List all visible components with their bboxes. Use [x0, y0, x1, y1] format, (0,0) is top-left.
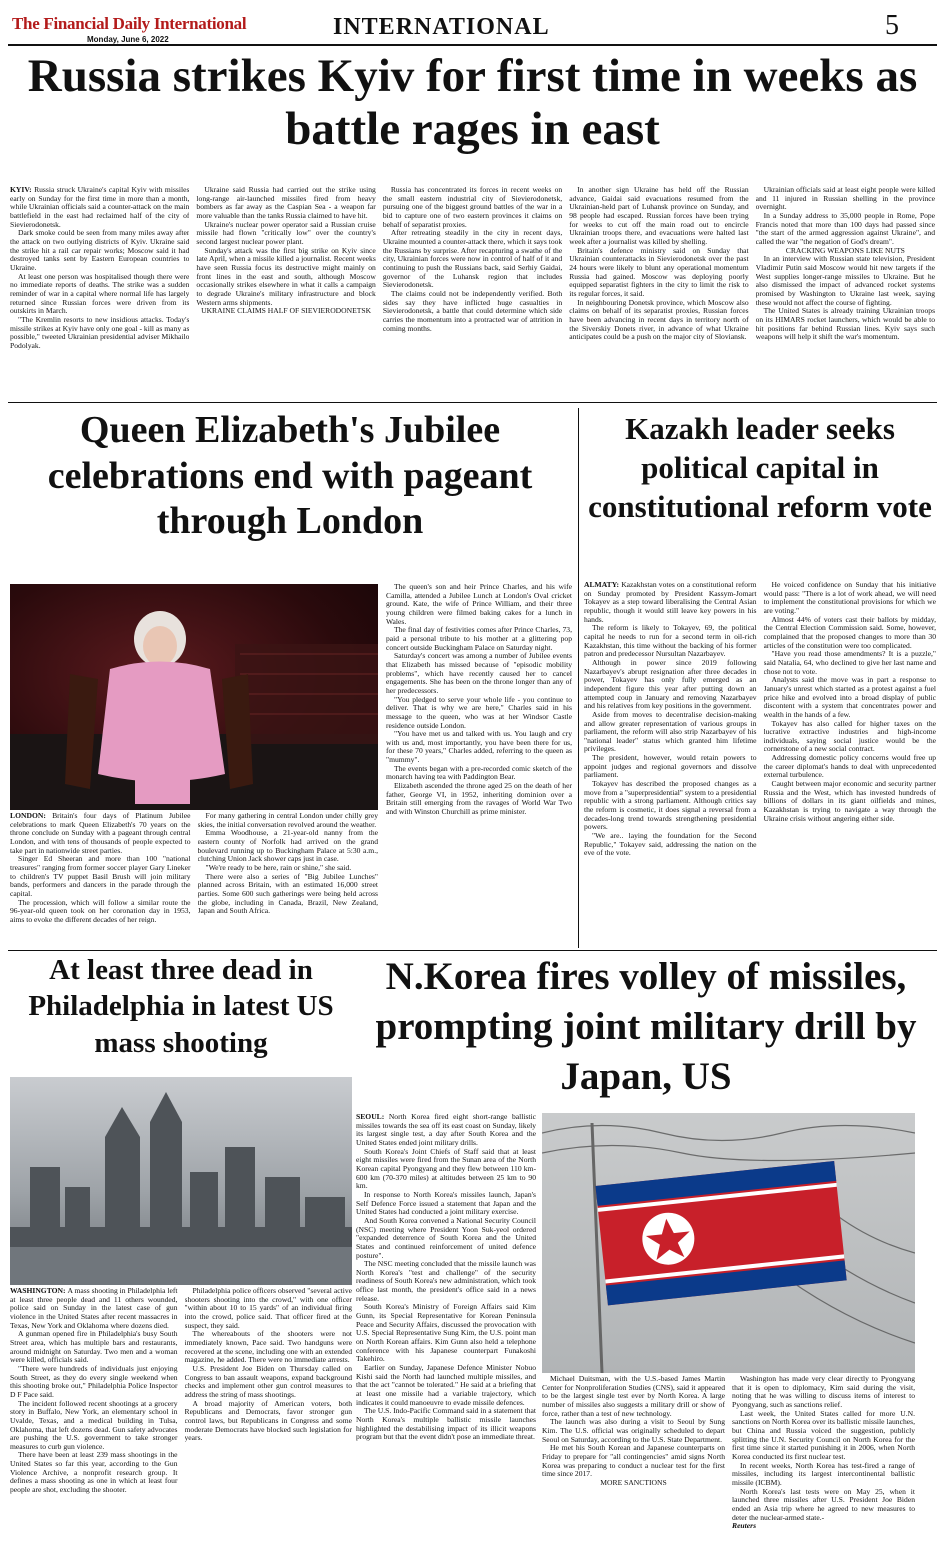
paragraph-text: Last week, the United States called for more U.N. sanctions on North Korea over its ballistic missile launches, but China and Russia voiced the suggestion, publicly splitting the U.N. Security Council on North Korea for the first time since it started punishing it in 2006, when North Korea conducted its first nuclear test. — [732, 1408, 915, 1461]
text-column — [383, 186, 562, 399]
paragraph-text: Britain's defence ministry said on Sunday that Ukrainian counterattacks in Sievierodonetsk over the past 24 hours were likely to blunt any operational momentum Russia had gained. Moscow was deploying poorly equipped separatist fighters in the city to limit the risk to its regular forces, it said. — [569, 245, 749, 298]
paragraph-text: South Korea's Ministry of Foreign Affairs said Kim Gunn, its Special Representative for Korean Peninsula Peace and Security Affairs, discussed the provocation with U.S. Special Representative Sung Kim, the U.S. point man on North Korean affairs. Kim Gunn also held a telephone conference with his Japanese counterpart Funakoshi Takehiro. — [356, 1302, 536, 1364]
paragraph-text: The events began with a pre-recorded comic sketch of the monarch having tea with Paddington Bear. — [386, 763, 572, 782]
paragraph-text: South Korea's Joint Chiefs of Staff said that at least eight missiles were fired from the Sunan area of the North Korean capital Pyongyang and they flew between 110 km-600 km (70-370 miles) at altitudes between 25 km to 90 km. — [356, 1146, 536, 1191]
queen-headline: Queen Elizabeth's Jubilee celebrations end with pageant through London — [47, 409, 533, 543]
text-column — [764, 581, 937, 948]
paragraph-text: Ukraine said Russia had carried out the strike using long-range air-launched missiles fired from heavy bombers as far away as the Caspian Sea - a weapon far more valuable than the tanks Russia claimed to have hit. — [196, 186, 376, 220]
article-paragraph — [10, 855, 191, 898]
paragraph-text: Michael Duitsman, with the U.S.-based James Martin Center for Nonproliferation Studies (CNS), said it appeared to be the largest single test ever by North Korea. A large number of missiles also suggests a military drill or show of force, rather than a test of new technology. — [542, 1375, 725, 1418]
article-paragraph — [386, 583, 572, 626]
section-title: INTERNATIONAL — [333, 14, 550, 40]
paragraph-text: Although in power since 2019 following Nazarbayev's abrupt resignation after three decades in power, Tokayev has only fully emerged as an independent figure this year after putting down an attempted coup in January and removing Nazarbayev and his relatives from key positions in the government. — [584, 657, 757, 711]
philly-photo — [10, 1077, 352, 1285]
text-column — [756, 186, 935, 399]
paragraph-text: Emma Woodhouse, a 21-year-old nanny from the eastern county of Norfolk had arrived on the grand boulevard running up to Buckingham Palace at 5:30 a.m., clutching Union Jack shower caps just in case. — [197, 828, 378, 864]
article-paragraph — [542, 1444, 725, 1479]
article-paragraph — [356, 1364, 536, 1407]
article-paragraph — [386, 696, 572, 731]
dateline: KYIV: — [10, 186, 35, 194]
article-paragraph — [764, 650, 937, 676]
paragraph-text: The incident followed recent shootings at a grocery story in Buffalo, New York, an elementary school in Uvalde, Texas, and a medical building in Tulsa, Oklahoma, that left dozens dead. Gun safety advocates are pushing the U.S. government to take stronger measures to curb gun violence. — [10, 1398, 178, 1451]
masthead-date: Monday, June 6, 2022 — [87, 35, 169, 44]
article-paragraph — [196, 186, 375, 221]
paragraph-text: He met his South Korean and Japanese counterparts on Friday to prepare for "all contingencies" amid signs North Korea was preparing to conduct a nuclear test for the first time since 2017. — [542, 1443, 725, 1479]
paragraph-text: CRACKING WEAPONS LIKE NUTS — [785, 245, 905, 255]
article-paragraph — [10, 186, 189, 229]
paragraph-text: Dark smoke could be seen from many miles away after the attack on two outlying districts of Kyiv. Ukraine said the strike hit a rail car repair works; Moscow said it had destroyed tanks sent by Eastern European countries to Ukraine. — [10, 228, 190, 272]
article-paragraph — [569, 247, 748, 299]
text-column — [10, 186, 189, 399]
queen-photo — [10, 584, 378, 810]
article-paragraph — [764, 676, 937, 719]
paragraph-text: Almost 44% of voters cast their ballots by midday, the Central Election Commission said. Some, however, complained that the proposed changes to more than 30 articles of the constitution were too complicated. — [763, 614, 936, 650]
article-paragraph — [542, 1375, 725, 1418]
page-number: 5 — [885, 10, 899, 41]
article-paragraph — [732, 1462, 915, 1488]
text-column — [356, 1113, 536, 1553]
article-paragraph — [198, 829, 379, 864]
column-divider — [578, 408, 579, 948]
text-column — [542, 1375, 725, 1553]
text-column — [196, 186, 375, 399]
paragraph-text: The launch was also during a visit to Seoul by Sung Kim. The U.S. official was originally scheduled to depart Seoul on Saturday, according to the U.S. State Department. — [542, 1417, 725, 1444]
article-paragraph — [356, 1260, 536, 1303]
korea-article-right — [542, 1375, 915, 1553]
article-paragraph — [198, 812, 379, 829]
paragraph-text: Kazakhstan votes on a constitutional reform on Sunday promoted by President Kassym-Jomart Tokayev as a step toward liberalising the Central Asian republic, though it would still leave key powers in his hands. — [584, 581, 757, 624]
article-paragraph — [386, 730, 572, 765]
article-paragraph — [196, 247, 375, 308]
text-column — [584, 581, 757, 948]
article-paragraph — [764, 616, 937, 651]
article-paragraph — [356, 1303, 536, 1364]
paragraph-text: Analysts said the move was in part a response to January's unrest which started as a protest against a fuel price hike and evolved into a broad display of public discontent with a system that concentrates power and wealth in the hands of a few. — [763, 675, 936, 719]
paragraph-text: A mass shooting in Philadelphia left at least three people dead and 11 others wounded, police said on Sunday in the latest case of gun violence in the United States after recent massacres in Texas, New York and Oklahoma where dozens died. — [10, 1287, 178, 1330]
text-column — [386, 583, 572, 948]
article-paragraph — [764, 780, 937, 823]
paragraph-text: A gunman opened fire in Philadelphia's busy South Street area, which has multiple bars and restaurants, around midnight on Saturday. Two men and a woman were killed, officials said. — [10, 1329, 178, 1365]
paragraph-text: The NSC meeting concluded that the missile launch was North Korea's "test and challenge" of the security readiness of South Korea's new administration, which took office last month, the president's office said in a news release. — [356, 1259, 536, 1303]
paragraph-text: "You have met us and talked with us. You laugh and cry with us and, most importantly, you have been there for us, for these 70 years," Charles added, referring to the queen as "mummy". — [386, 729, 572, 765]
dateline: ALMATY: — [584, 581, 622, 589]
wire-credit: Reuters — [732, 1521, 757, 1531]
article-paragraph — [386, 782, 572, 817]
dateline: SEOUL: — [356, 1113, 389, 1121]
paragraph-text: Tokayev has described the proposed changes as a move from a "superpresidential" system to a presidential republic with a strong parliament. Although critics say the reform is cosmetic, it does signal a reversal from a decades-long trend towards strengthening presidential powers. — [584, 779, 757, 832]
paragraph-text: The president, however, would retain powers to appoint judges and regional governors and dissolve parliament. — [584, 753, 757, 780]
article-paragraph — [584, 832, 757, 858]
article-paragraph — [10, 1365, 178, 1400]
paragraph-text: After retreating steadily in the city in recent days, Ukraine mounted a counter-attack there, which it says took the Russians by surprise. After recapturing a swathe of the city, Ukrainian forces were now in control of half of it and continuing to push the Russians back, said Serhiy Gaidai, governor of the Luhansk region that includes Sievierodonetsk. — [382, 228, 563, 290]
paragraph-text: North Korea fired eight short-range ballistic missiles towards the sea off its east coast on Sunday, likely its largest single test, a day after South Korea and the United States ended joint military drills. — [356, 1113, 536, 1147]
paragraph-text: The final day of festivities comes after Prince Charles, 73, paid a personal tribute to his mother at a glittering pop concert outside Buckingham Palace on Saturday night. — [386, 625, 572, 652]
text-column — [198, 812, 379, 948]
paragraph-text: Caught between major economic and security partner Russia and the West, which has invested hundreds of billions of dollars in its giant oilfields and mines, Kazakhstan is trying to navigate a way through the Ukraine crisis without angering either side. — [763, 779, 936, 823]
korea-photo — [542, 1113, 915, 1373]
article-paragraph — [569, 299, 748, 342]
paragraph-text: A broad majority of American voters, both Republicans and Democrats, favor stronger gun control laws, but Republicans in Congress and some moderate Democrats have blocked such legislation for years. — [184, 1398, 352, 1443]
paragraph-text: The claims could not be independently verified. Both sides say they have inflicted huge casualties in Sievierodonetsk, a battle that could determine which side carries the momentum into a protracted war of attrition in coming months. — [382, 288, 563, 333]
article-paragraph — [196, 307, 375, 316]
article-paragraph — [386, 765, 572, 782]
kazakh-headline: Kazakh leader seeks political capital in constitutional reform vote — [588, 411, 932, 524]
paragraph-text: The reform is likely to Tokayev, 69, the political capital he needs to run for a second term in oil-rich Kazakhstan, this time without the backing of his former patron and predecessor Nursultan Nazarbayev. — [584, 623, 757, 659]
article-paragraph — [10, 812, 191, 855]
masthead-title: The Financial Daily International — [12, 14, 247, 33]
paragraph-text: There were also a series of "Big Jubilee Lunches" planned across Britain, with an estimated 16,000 street parties. Some 600 such gatherings were being held across the globe, including in Canada, Brazil, New Zealand, Japan and South Africa. — [197, 871, 378, 916]
kazakh-article — [584, 581, 936, 948]
article-paragraph — [356, 1217, 536, 1260]
philly-article — [10, 1287, 352, 1552]
paragraph-text: Saturday's concert was among a number of Jubilee events that Elizabeth has missed because of "episodic mobility problems", which have recently caused her to cancel engagements. She has been on the throne longer than any of her predecessors. — [386, 651, 572, 695]
text-column — [10, 1287, 178, 1552]
skyline-illustration — [10, 1077, 352, 1285]
article-paragraph — [10, 316, 189, 351]
article-paragraph — [185, 1330, 353, 1365]
article-paragraph — [569, 186, 748, 247]
article-paragraph — [756, 255, 935, 307]
paragraph-text: "There were hundreds of individuals just enjoying South Street, as they do every single weekend when this shooting broke out," Philadelphia Police Inspector D F Pace said. — [10, 1363, 178, 1399]
paragraph-text: Ukrainian officials said at least eight people were killed and 11 injured in Russian shelling in the province overnight. — [755, 186, 936, 212]
korea-article-left — [356, 1113, 536, 1553]
article-paragraph — [584, 659, 757, 711]
paragraph-text: Singer Ed Sheeran and more than 100 "national treasures" ranging from former soccer player Gary Lineker to children's TV puppet Basil Brush will join military bands, performers and dancers in the parade through the capital. — [10, 854, 191, 898]
article-paragraph — [542, 1418, 725, 1444]
paragraph-text: Britain's four days of Platinum Jubilee celebrations to mark Queen Elizabeth's 70 years on the throne conclude on Sunday with a pageant through central London, and with tens of thousands of people expected to take part in nationwide street parties. — [10, 812, 191, 855]
paragraph-text: In neighbouring Donetsk province, which Moscow also claims on behalf of its separatist proxies, Russian forces have been advancing in recent days in territory north of the Siverskiy Donets river, in advance of what Ukraine anticipates could be a push on the major city of Sloviansk. — [569, 297, 749, 342]
article-paragraph — [356, 1191, 536, 1217]
article-paragraph — [584, 581, 757, 624]
paragraph-text: Ukraine's nuclear power operator said a Russian cruise missile had flown "critically low" over the country's second largest nuclear power plant. — [196, 219, 376, 246]
paragraph-text: In response to North Korea's missiles launch, Japan's Self Defence Force issued a statement that Japan and the United States had conducted a joint military exercise. — [356, 1189, 536, 1217]
text-column — [569, 186, 748, 399]
paragraph-text: And South Korea convened a National Security Council (NSC) meeting where President Yoon Suk-yeol ordered "expanded deterrence of South Korea and the United States and continued reinforcement of united defence posture". — [356, 1215, 536, 1260]
article-paragraph — [356, 1407, 536, 1442]
paragraph-text: The U.S. Indo-Pacific Command said in a statement that North Korea's multiple ballistic missile launches highlighted the destabilising impact of its illicit weapons program but that the event didn't pose an immediate threat. — [356, 1406, 536, 1442]
article-paragraph — [542, 1479, 725, 1488]
article-paragraph — [10, 1451, 178, 1494]
paragraph-text: At least one person was hospitalised though there were no immediate reports of deaths. The strike was a sudden reminder of war in a capital where normal life has largely returned since Russian forces were driven from its outskirts in March. — [10, 271, 190, 316]
paragraph-text: MORE SANCTIONS — [600, 1477, 667, 1487]
paragraph-text: UKRAINE CLAIMS HALF OF SIEVIERODONETSK — [201, 306, 372, 316]
text-column — [732, 1375, 915, 1553]
paragraph-text: Russia struck Ukraine's capital Kyiv with missiles early on Sunday for the first time in more than a month, while Ukrainian officials said a counter-attack on the main battlefield in the east had reclaimed half of the city of Sievierodonetsk. — [10, 186, 190, 229]
article-paragraph — [10, 899, 191, 925]
paragraph-text: He voiced confidence on Sunday that his initiative would pass: "There is a lot of work ahead, we will need to implement the constitutional provisions for which we are voting." — [763, 581, 936, 615]
paragraph-text: In an interview with Russian state television, President Vladimir Putin said Moscow would hit new targets if the West supplies longer-range missiles to Ukraine. But he also dismissed the impact of advanced rocket systems promised by Washington to Ukraine last week, saying these would not affect the course of fighting. — [755, 254, 936, 307]
queen-article-left — [10, 812, 378, 948]
article-paragraph — [756, 307, 935, 342]
masthead-rule — [8, 44, 937, 46]
article-paragraph — [356, 1113, 536, 1148]
article-paragraph — [756, 186, 935, 212]
paragraph-text: The queen's son and heir Prince Charles, and his wife Camilla, attended a Jubilee Lunch at London's Oval cricket ground. Kate, the wife of Prince William, and their three young children were filmed baking cakes for a lunch in Wales. — [386, 583, 572, 626]
article-paragraph — [756, 212, 935, 247]
paragraph-text: In another sign Ukraine has held off the Russian advance, Gaidai said evacuations resumed from the Ukrainian-held part of Luhansk province on Sunday, and 98 people had escaped. Russian forces have been trying for weeks to cut off the main road out to encircle Ukrainian troops there, and evacuations were halted last week after a journalist was killed by shelling. — [569, 186, 749, 246]
paragraph-text: Philadelphia police officers observed "several active shooters shooting into the crowd," with one officer "within about 10 to 15 yards" of an individual firing into the crowd, police said. That officer fired at the suspect, they said. — [184, 1287, 352, 1330]
paragraph-text: Elizabeth ascended the throne aged 25 on the death of her father, George VI, in 1952, inheriting dominion over a Britain still emerging from the ravages of World War Two and with Winston Churchill as prime minister. — [386, 781, 572, 817]
article-paragraph — [185, 1365, 353, 1400]
paragraph-text: Tokayev has also called for higher taxes on the lucrative extractive industries and high-income individuals, saying social justice would be the cornerstone of a new social contract. — [763, 718, 936, 754]
paragraph-text: "We are.. laying the foundation for the Second Republic," Tokayev said, addressing the nation on the eve of the vote. — [584, 831, 757, 858]
article-paragraph — [10, 1400, 178, 1452]
article-paragraph — [383, 186, 562, 229]
article-paragraph — [584, 780, 757, 832]
paragraph-text: There have been at least 239 mass shootings in the United States so far this year, according to the Gun Violence Archive, a nonprofit research group. It defines a mass shooting as one in which at least four people are shot, excluding the shooter. — [10, 1450, 178, 1495]
paragraph-text: "We're ready to be here, rain or shine," she said. — [205, 862, 352, 872]
flag-illustration — [542, 1113, 915, 1373]
paragraph-text: Russia has concentrated its forces in recent weeks on the small eastern industrial city of Sievierodonetsk, pursuing one of the biggest ground battles of the war in a bid to capture one of two eastern provinces it claims on behalf of separatist proxies. — [382, 186, 563, 229]
russia-headline: Russia strikes Kyiv for first time in weeks as battle rages in east — [27, 50, 918, 155]
dateline: WASHINGTON: — [10, 1287, 68, 1295]
article-paragraph — [386, 652, 572, 695]
paragraph-text: The procession, which will follow a similar route the 96-year-old queen took on her coronation day in 1953, aims to evoke the different decades of her reign. — [10, 897, 191, 924]
text-column — [185, 1287, 353, 1552]
article-paragraph — [10, 1330, 178, 1365]
article-paragraph — [198, 873, 379, 916]
paragraph-text: "Have you read those amendments? It is a puzzle," said Natalia, 64, who declined to give her last name and chose not to vote. — [763, 649, 936, 676]
paragraph-text: Earlier on Sunday, Japanese Defence Minister Nobuo Kishi said the North had launched multiple missiles, and that the act "cannot be tolerated." He said at a briefing that at least one missile had a variable trajectory, which indicates it could manoeuvre to evade missile defences. — [356, 1363, 536, 1407]
paragraph-text: "You pledged to serve your whole life - you continue to deliver. That is why we are here," Charles said in his message to the queen, who was at her Windsor Castle residence outside London. — [386, 694, 572, 730]
article-paragraph — [185, 1287, 353, 1330]
divider — [8, 950, 937, 951]
paragraph-text: The United States is already training Ukrainian troops on its HIMARS rocket launchers, which would be able to hit positions far behind Russian lines. Kyiv says such weapons will help it shift the war's momentum. — [755, 306, 936, 342]
article-paragraph — [356, 1148, 536, 1191]
article-paragraph — [732, 1375, 915, 1410]
article-paragraph — [196, 221, 375, 247]
article-paragraph — [584, 711, 757, 754]
paragraph-text: Washington has made very clear directly to Pyongyang that it is open to diplomacy, Kim said during the visit, noting that he was willing to discuss items of interest to Pyongyang, such as sanctions relief. — [732, 1375, 915, 1409]
article-paragraph — [10, 229, 189, 272]
paragraph-text: Sunday's attack was the first big strike on Kyiv since late April, when a missile killed a journalist. Recent weeks have seen Russia focus its destructive might mainly on front lines in the east and south, although Moscow occasionally strikes elsewhere in what it calls a campaign to degrade Ukraine's military infrastructure and block Western arms shipments. — [196, 245, 376, 307]
article-paragraph — [185, 1400, 353, 1443]
article-paragraph — [732, 1410, 915, 1462]
article-paragraph — [10, 1287, 178, 1330]
divider — [8, 402, 937, 403]
article-paragraph — [383, 290, 562, 333]
paragraph-text: Addressing domestic policy concerns would free up the career diplomat's hands to deal with unprecedented external turbulence. — [763, 753, 936, 780]
article-paragraph — [732, 1488, 915, 1523]
article-paragraph — [383, 229, 562, 290]
article-paragraph — [764, 581, 937, 616]
paragraph-text: In recent weeks, North Korea has test-fired a range of missiles, including its largest intercontinental ballistic missile (ICBM). — [732, 1460, 915, 1487]
paragraph-text: Aside from moves to decentralise decision-making and allow greater representation of various groups in parliament, the reform will also strip Nazarbayev of his "national leader" status which granted him lifetime privileges. — [584, 709, 757, 754]
dateline: LONDON: — [10, 812, 53, 820]
article-paragraph — [584, 624, 757, 659]
text-column — [10, 812, 191, 948]
article-paragraph — [584, 754, 757, 780]
paragraph-text: North Korea's last tests were on May 25, when it launched three missiles after U.S. President Joe Biden ended an Asia trip where he agreed to new measures to deter the nuclear-armed state.- — [732, 1486, 915, 1522]
article-paragraph — [10, 273, 189, 316]
article-paragraph — [764, 720, 937, 755]
paragraph-text: U.S. President Joe Biden on Thursday called on Congress to ban assault weapons, expand background checks and implement other gun control measures to address the string of mass shootings. — [184, 1363, 352, 1399]
paragraph-text: In a Sunday address to 35,000 people in Rome, Pope Francis noted that more than 100 days had passed since "the start of the armed aggression against Ukraine", and called the war "the negation of God's dream". — [755, 210, 936, 246]
philly-headline: At least three dead in Philadelphia in latest US mass shooting — [28, 954, 334, 1059]
queen-illustration — [10, 584, 378, 810]
korea-headline: N.Korea fires volley of missiles, prompting joint military drill by Japan, US — [375, 955, 917, 1098]
russia-article — [10, 186, 935, 399]
paragraph-text: The whereabouts of the shooters were not immediately known, Pace said. Two handguns were recovered at the scene, including one with an extended magazine, he added. There were no immediate arrests. — [184, 1329, 352, 1365]
paragraph-text: For many gathering in central London under chilly grey skies, the initial conversation revolved around the weather. — [197, 812, 378, 829]
queen-article-right — [386, 583, 572, 948]
article-paragraph — [386, 626, 572, 652]
paragraph-text: "The Kremlin resorts to new insidious attacks. Today's missile strikes at Kyiv have only one goal - kill as many as possible," tweeted Ukrainian presidential adviser Mikhailo Podolyak. — [10, 314, 190, 350]
article-paragraph — [764, 754, 937, 780]
